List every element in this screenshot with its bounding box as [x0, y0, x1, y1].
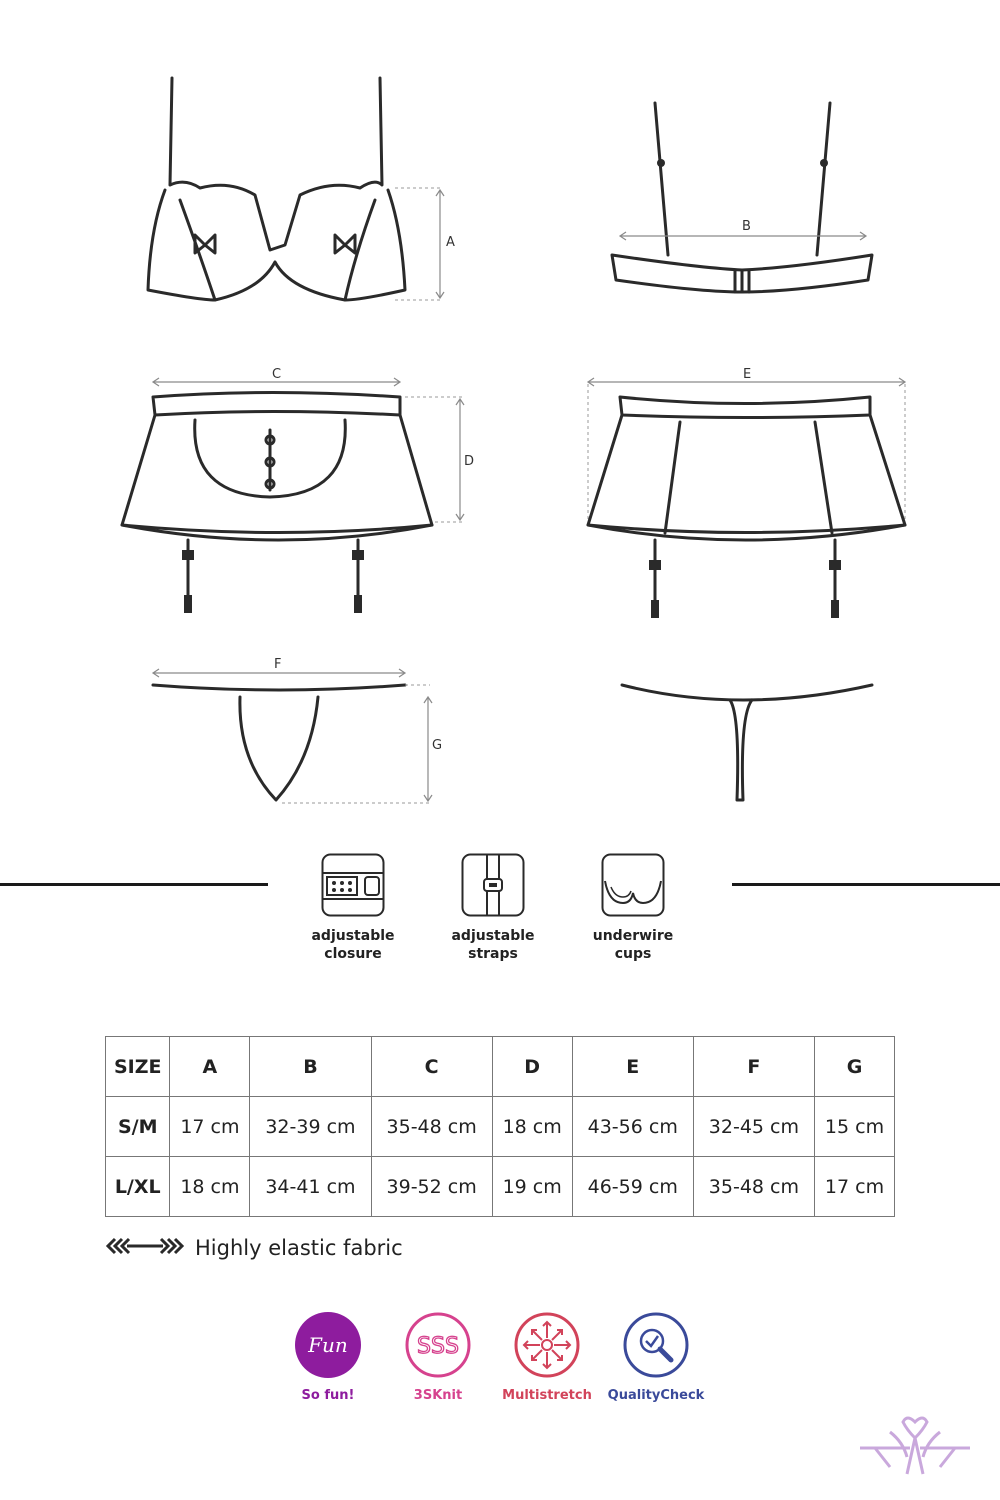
table-cell: 17 cm	[815, 1157, 895, 1217]
sss-knit-icon	[403, 1310, 473, 1380]
header-cell: D	[492, 1037, 572, 1097]
size-cell: L/XL	[106, 1157, 170, 1217]
feature-adjustable-closure	[293, 853, 413, 963]
fun-icon	[293, 1310, 363, 1380]
badge-multistretch	[492, 1310, 602, 1403]
header-cell: F	[693, 1037, 814, 1097]
table-cell: 39-52 cm	[371, 1157, 492, 1217]
dimension-label-d: D	[464, 454, 475, 469]
header-cell: B	[250, 1037, 371, 1097]
table-cell: 17 cm	[170, 1097, 250, 1157]
badge-label: So fun!	[301, 1388, 355, 1403]
dimension-label-e: E	[743, 367, 752, 382]
table-cell: 19 cm	[492, 1157, 572, 1217]
table-cell: 32-45 cm	[693, 1097, 814, 1157]
skirt-back-drawing	[588, 367, 905, 618]
fabric-note-text: Highly elastic fabric	[195, 1236, 403, 1260]
feature-underwire-cups	[573, 853, 693, 963]
bra-front-drawing	[148, 78, 455, 300]
feature-line1: adjustable	[311, 928, 395, 944]
adjustable-straps-icon	[461, 853, 525, 917]
elastic-arrows-icon	[105, 1236, 185, 1260]
bra-back-drawing	[612, 103, 872, 292]
badge-label: QualityCheck	[607, 1388, 705, 1403]
table-cell: 15 cm	[815, 1097, 895, 1157]
feature-line2: straps	[468, 946, 518, 962]
table-row	[106, 1157, 895, 1217]
sss-icon-text: SSS	[417, 1334, 459, 1359]
feature-adjustable-straps	[433, 853, 553, 963]
divider-left	[0, 883, 268, 886]
header-cell: A	[170, 1037, 250, 1097]
badge-3sknit	[383, 1310, 493, 1403]
dimension-label-f: F	[274, 657, 282, 672]
header-cell: G	[815, 1037, 895, 1097]
feature-line1: underwire	[592, 928, 674, 944]
table-cell: 18 cm	[170, 1157, 250, 1217]
underwire-cups-icon	[601, 853, 665, 917]
thong-back-drawing	[622, 685, 872, 800]
dimension-label-c: C	[272, 367, 282, 382]
header-cell: E	[572, 1037, 693, 1097]
dimension-label-g: G	[432, 738, 443, 753]
skirt-front-drawing	[122, 367, 474, 613]
table-cell: 35-48 cm	[371, 1097, 492, 1157]
badge-label: Multistretch	[502, 1388, 592, 1403]
table-cell: 32-39 cm	[250, 1097, 371, 1157]
size-table	[105, 1036, 895, 1217]
table-cell: 34-41 cm	[250, 1157, 371, 1217]
thong-front-drawing	[153, 657, 442, 803]
size-table-header	[106, 1037, 895, 1097]
fabric-note	[105, 1233, 403, 1263]
quality-check-icon	[621, 1310, 691, 1380]
header-cell: C	[371, 1037, 492, 1097]
table-cell: 43-56 cm	[572, 1097, 693, 1157]
fun-icon-text: Fun	[308, 1333, 348, 1357]
adjustable-closure-icon	[321, 853, 385, 917]
size-cell: S/M	[106, 1097, 170, 1157]
table-cell: 46-59 cm	[572, 1157, 693, 1217]
badge-so-fun	[273, 1310, 383, 1403]
dimension-label-a: A	[446, 235, 455, 250]
feature-line1: adjustable	[451, 928, 535, 944]
dimension-label-b: B	[742, 219, 751, 234]
multistretch-icon	[512, 1310, 582, 1380]
table-cell: 18 cm	[492, 1097, 572, 1157]
header-cell: SIZE	[106, 1037, 170, 1097]
divider-right	[732, 883, 1000, 886]
feature-line2: closure	[324, 946, 382, 962]
brand-watermark-logo	[855, 1412, 975, 1482]
table-cell: 35-48 cm	[693, 1157, 814, 1217]
feature-line2: cups	[614, 946, 652, 962]
table-row	[106, 1097, 895, 1157]
badge-quality-check	[601, 1310, 711, 1403]
badge-label: 3SKnit	[413, 1388, 463, 1403]
